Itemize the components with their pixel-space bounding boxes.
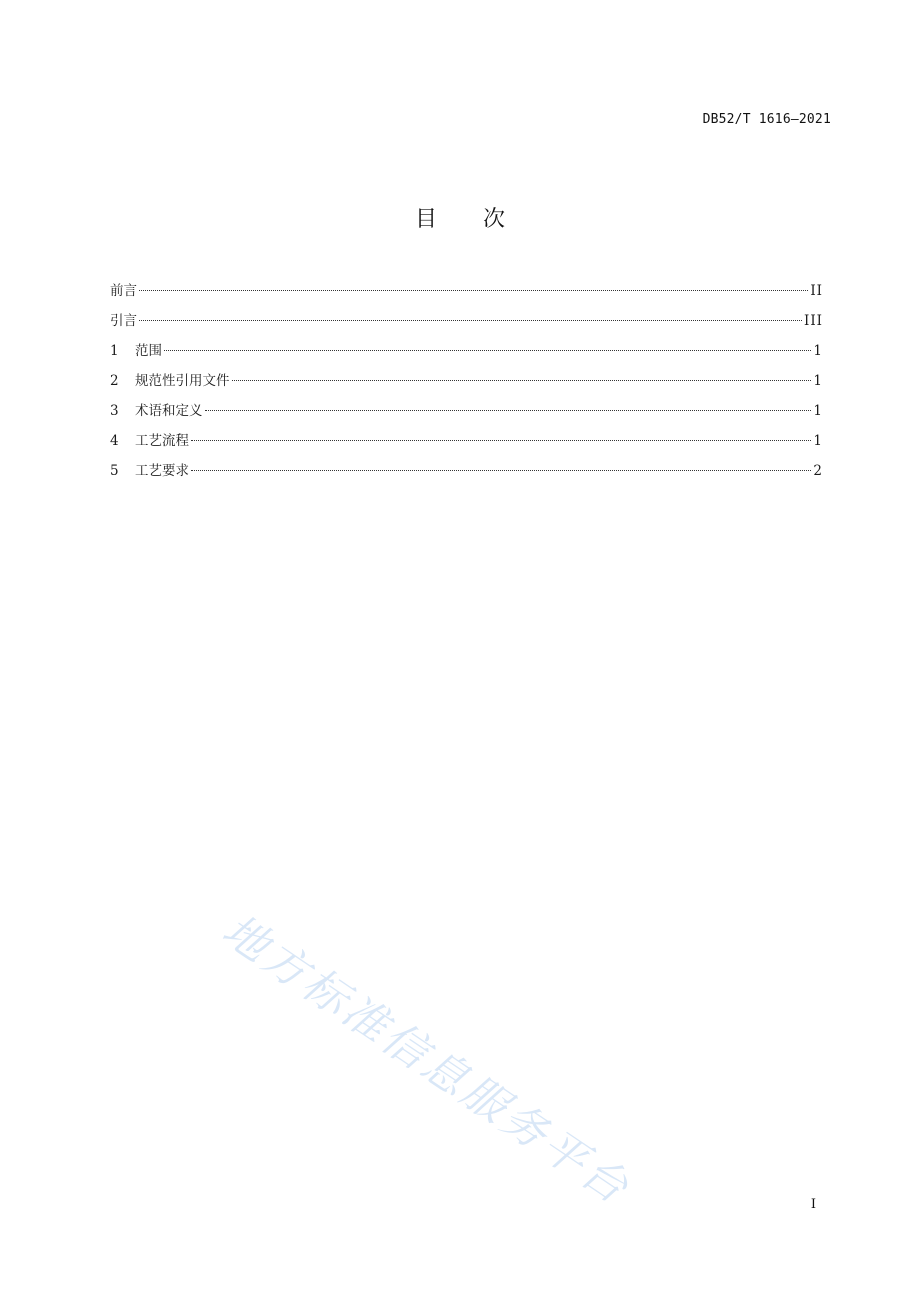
toc-page: 1 xyxy=(813,343,823,359)
toc-label: 术语和定义 xyxy=(135,403,203,419)
toc-number: 1 xyxy=(110,343,119,359)
page-number: I xyxy=(810,1197,816,1212)
toc-label: 工艺要求 xyxy=(135,463,189,479)
toc-entry-introduction[interactable] xyxy=(110,309,823,339)
toc-entry-process-requirements[interactable] xyxy=(110,459,823,489)
toc-label: 引言 xyxy=(110,313,137,329)
toc-page: 2 xyxy=(813,463,823,479)
toc-entry-normative-references[interactable] xyxy=(110,369,823,399)
toc-number: 5 xyxy=(110,463,119,479)
watermark: 地方标准信息服务平台 xyxy=(213,904,640,1216)
toc-page: 1 xyxy=(813,403,823,419)
toc-entry-process-flow[interactable] xyxy=(110,429,823,459)
dot-leader xyxy=(205,410,812,411)
toc-number: 4 xyxy=(110,433,119,449)
document-code: DB52/T 1616—2021 xyxy=(702,112,831,127)
toc-label: 范围 xyxy=(135,343,162,359)
table-of-contents xyxy=(110,279,823,489)
toc-page: 1 xyxy=(813,433,823,449)
dot-leader xyxy=(164,350,811,351)
dot-leader xyxy=(232,380,812,381)
toc-entry-foreword[interactable] xyxy=(110,279,823,309)
toc-page: III xyxy=(804,313,823,329)
toc-label: 工艺流程 xyxy=(135,433,189,449)
title-char-2: 次 xyxy=(483,207,506,232)
title-char-1: 目 xyxy=(414,207,437,232)
toc-label: 前言 xyxy=(110,283,137,299)
page-title xyxy=(0,202,920,233)
toc-entry-scope[interactable] xyxy=(110,339,823,369)
toc-label: 规范性引用文件 xyxy=(135,373,230,389)
toc-entry-terms-definitions[interactable] xyxy=(110,399,823,429)
dot-leader xyxy=(139,290,808,291)
dot-leader xyxy=(139,320,802,321)
toc-page: 1 xyxy=(813,373,823,389)
dot-leader xyxy=(191,440,811,441)
toc-number: 3 xyxy=(110,403,119,419)
dot-leader xyxy=(191,470,811,471)
toc-number: 2 xyxy=(110,373,119,389)
toc-page: II xyxy=(810,283,823,299)
